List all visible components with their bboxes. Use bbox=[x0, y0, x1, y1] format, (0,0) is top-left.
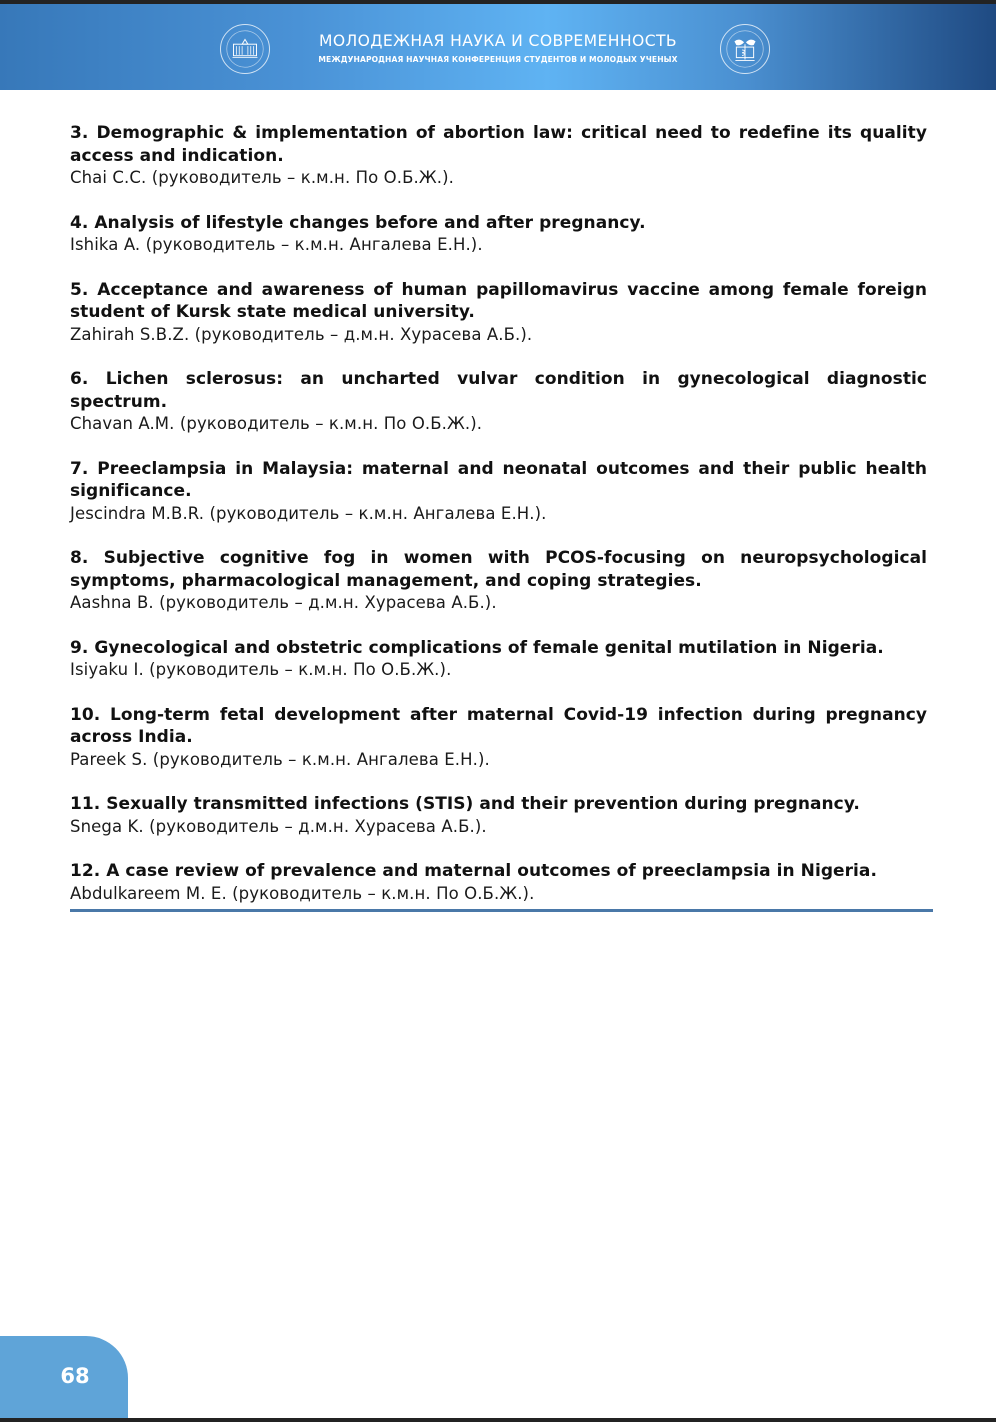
medical-emblem-icon bbox=[720, 24, 770, 74]
list-item bbox=[70, 704, 927, 772]
conference-title: МОЛОДЕЖНАЯ НАУКА И СОВРЕМЕННОСТЬ bbox=[318, 32, 678, 50]
list-item bbox=[70, 793, 927, 838]
entry-author: Jescindra M.B.R. (руководитель – к.м.н. Ангалева Е.Н.). bbox=[70, 503, 547, 523]
entry-title: 8. Subjective cognitive fog in women with PCOS-focusing on neuropsychological symptoms, pharmacological management, and coping strategies. bbox=[70, 548, 927, 591]
entry-author: Chavan A.M. (руководитель – к.м.н. По О.Б.Ж.). bbox=[70, 414, 483, 433]
entry-author: Snega K. (руководитель – д.м.н. Хурасева А.Б.). bbox=[70, 816, 487, 836]
entry-author: Zahirah S.B.Z. (руководитель – д.м.н. Хурасева А.Б.). bbox=[70, 324, 533, 344]
entry-title: 5. Acceptance and awareness of human papillomavirus vaccine among female foreign student of Kursk state medical university. bbox=[70, 279, 927, 322]
list-item bbox=[70, 547, 927, 615]
entry-title: 9. Gynecological and obstetric complications of female genital mutilation in Nigeria. bbox=[70, 637, 884, 658]
entry-author: Chai C.C. (руководитель – к.м.н. По О.Б.Ж.). bbox=[70, 168, 454, 187]
list-item bbox=[70, 122, 927, 190]
entry-author: Isiyaku I. (руководитель – к.м.н. По О.Б.Ж.). bbox=[70, 660, 452, 679]
university-emblem-icon bbox=[220, 24, 270, 74]
list-item bbox=[70, 279, 927, 347]
entry-author: Ishika A. (руководитель – к.м.н. Ангалева Е.Н.). bbox=[70, 235, 483, 254]
entry-title: 3. Demographic & implementation of abortion law: critical need to redefine its quality access and indication. bbox=[70, 123, 927, 166]
entry-author: Pareek S. (руководитель – к.м.н. Ангалева Е.Н.). bbox=[70, 749, 490, 769]
entry-title: 6. Lichen sclerosus: an uncharted vulvar condition in gynecological diagnostic spectrum. bbox=[70, 369, 927, 412]
entry-title: 4. Analysis of lifestyle changes before and after pregnancy. bbox=[70, 212, 646, 233]
list-item bbox=[70, 368, 927, 436]
conference-subtitle: МЕЖДУНАРОДНАЯ НАУЧНАЯ КОНФЕРЕНЦИЯ СТУДЕНТОВ И МОЛОДЫХ УЧЕНЫХ bbox=[318, 55, 678, 64]
entry-title: 12. A case review of prevalence and maternal outcomes of preeclampsia in Nigeria. bbox=[70, 861, 877, 881]
entry-title: 11. Sexually transmitted infections (STIS) and their prevention during pregnancy. bbox=[70, 794, 860, 814]
list-item bbox=[70, 637, 927, 682]
window-bottom-strip bbox=[0, 1418, 996, 1422]
abstracts-list bbox=[70, 122, 927, 927]
section-divider bbox=[70, 909, 933, 912]
page-number: 68 bbox=[60, 1364, 90, 1388]
page-header-banner bbox=[0, 4, 996, 90]
entry-title: 7. Preeclampsia in Malaysia: maternal and neonatal outcomes and their public health significance. bbox=[70, 458, 927, 501]
list-item bbox=[70, 458, 927, 526]
list-item bbox=[70, 212, 927, 257]
entry-title: 10. Long-term fetal development after maternal Covid-19 infection during pregnancy across India. bbox=[70, 704, 927, 747]
list-item bbox=[70, 860, 927, 905]
entry-author: Aashna B. (руководитель – д.м.н. Хурасева А.Б.). bbox=[70, 593, 497, 612]
entry-author: Abdulkareem M. E. (руководитель – к.м.н. По О.Б.Ж.). bbox=[70, 883, 535, 903]
